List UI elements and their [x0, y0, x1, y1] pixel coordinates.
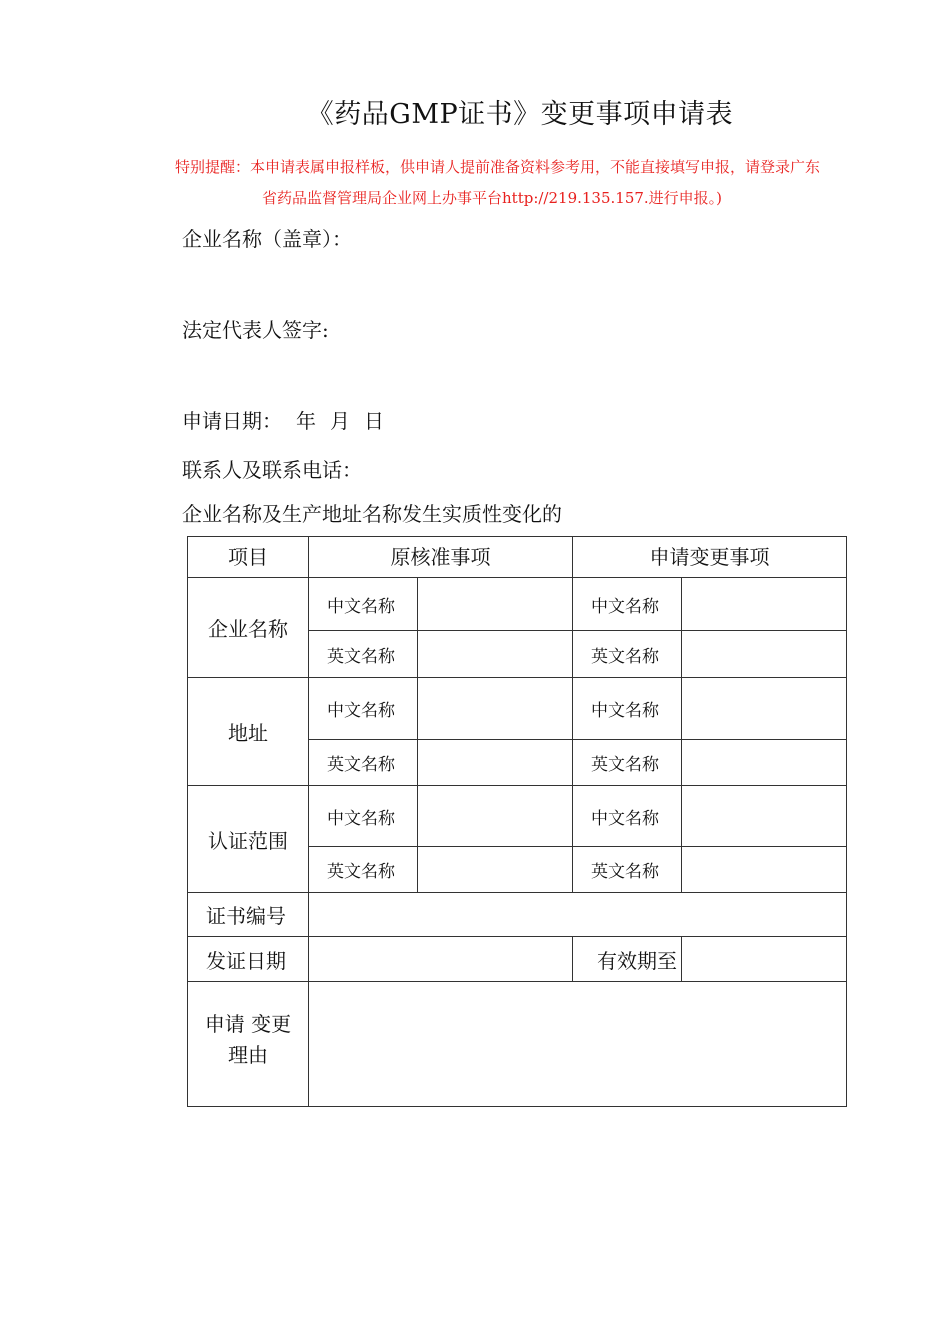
new-cn-name-value[interactable]	[682, 578, 847, 631]
apply-date-row	[182, 405, 384, 434]
new-cn-address-label: 中文名称	[573, 678, 682, 740]
valid-until-value[interactable]	[682, 937, 847, 982]
cert-no-value[interactable]	[309, 893, 847, 937]
table-row	[188, 893, 847, 937]
reason-value[interactable]	[309, 982, 847, 1107]
orig-en-address-value[interactable]	[418, 740, 573, 786]
group-label-address: 地址	[188, 678, 309, 786]
header-requested: 申请变更事项	[573, 537, 847, 578]
reason-label-line-1: 申请 变更	[204, 1012, 292, 1036]
year-label: 年	[296, 409, 316, 433]
orig-en-scope-label: 英文名称	[309, 847, 418, 893]
section-caption: 企业名称及生产地址名称发生实质性变化的	[182, 502, 562, 526]
issue-date-value[interactable]	[309, 937, 573, 982]
orig-en-name-value[interactable]	[418, 631, 573, 678]
table-row	[188, 678, 847, 740]
table-row	[188, 937, 847, 982]
orig-en-address-label: 英文名称	[309, 740, 418, 786]
month-label: 月	[330, 409, 350, 433]
cert-no-label: 证书编号	[188, 893, 309, 937]
table-row	[188, 982, 847, 1107]
table-header-row	[188, 537, 847, 578]
new-cn-scope-label: 中文名称	[573, 786, 682, 847]
new-en-address-value[interactable]	[682, 740, 847, 786]
apply-date-label: 申请日期：	[182, 409, 282, 433]
company-seal-label: 企业名称（盖章）：	[182, 227, 352, 251]
reason-label-line-2: 理由	[228, 1043, 268, 1067]
orig-cn-address-value[interactable]	[418, 678, 573, 740]
orig-cn-address-label: 中文名称	[309, 678, 418, 740]
contact-label: 联系人及联系电话：	[182, 458, 362, 482]
orig-en-scope-value[interactable]	[418, 847, 573, 893]
group-label-scope: 认证范围	[188, 786, 309, 893]
new-en-scope-value[interactable]	[682, 847, 847, 893]
new-cn-name-label: 中文名称	[573, 578, 682, 631]
orig-cn-name-value[interactable]	[418, 578, 573, 631]
orig-cn-scope-value[interactable]	[418, 786, 573, 847]
header-original: 原核准事项	[309, 537, 573, 578]
orig-cn-name-label: 中文名称	[309, 578, 418, 631]
legal-rep-sign-label: 法定代表人签字:	[182, 318, 329, 342]
group-label-company-name: 企业名称	[188, 578, 309, 678]
orig-en-name-label: 英文名称	[309, 631, 418, 678]
new-en-name-label: 英文名称	[573, 631, 682, 678]
change-request-table	[187, 536, 847, 1107]
new-cn-scope-value[interactable]	[682, 786, 847, 847]
table-row	[188, 786, 847, 847]
new-cn-address-value[interactable]	[682, 678, 847, 740]
header-item: 项目	[188, 537, 309, 578]
new-en-scope-label: 英文名称	[573, 847, 682, 893]
orig-cn-scope-label: 中文名称	[309, 786, 418, 847]
issue-date-label: 发证日期	[188, 937, 309, 982]
form-title: 《药品GMP证书》变更事项申请表	[306, 99, 734, 130]
new-en-address-label: 英文名称	[573, 740, 682, 786]
table-row	[188, 578, 847, 631]
notice-line-2: 省药品监督管理局企业网上办事平台http://219.135.157.进行申报。)	[262, 189, 723, 207]
notice-line-1: 特别提醒：本申请表属申报样板，供申请人提前准备资料参考用，不能直接填写申报，请登录广东	[175, 158, 821, 176]
valid-until-label: 有效期至	[573, 937, 682, 982]
new-en-name-value[interactable]	[682, 631, 847, 678]
reason-label	[188, 982, 309, 1107]
day-label: 日	[364, 409, 384, 433]
